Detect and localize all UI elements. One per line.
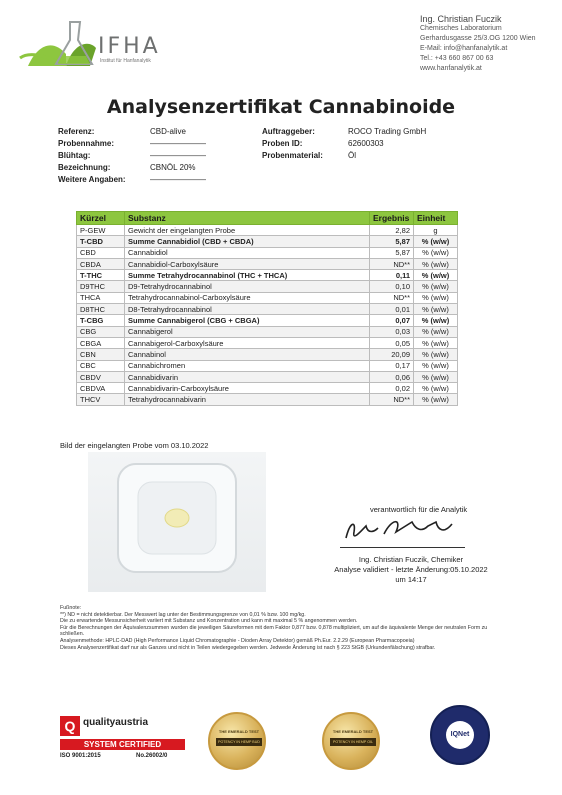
cell-unit: % (w/w) <box>414 337 458 348</box>
cell-result: 5,87 <box>370 247 414 258</box>
signature-line <box>340 547 465 548</box>
cell-code: D8THC <box>77 304 125 315</box>
cell-unit: % (w/w) <box>414 292 458 303</box>
cell-unit: % (w/w) <box>414 304 458 315</box>
cell-result: ND** <box>370 258 414 269</box>
cell-substance: Gewicht der eingelangten Probe <box>125 225 370 236</box>
cell-substance: Tetrahydrocannabivarin <box>125 394 370 405</box>
footnote-line: Fußnote: <box>60 605 82 611</box>
table-row <box>77 225 458 236</box>
cell-result: ND** <box>370 394 414 405</box>
footnotes <box>60 605 510 651</box>
lab-line: www.hanfanalytik.at <box>420 65 482 72</box>
cell-unit: % (w/w) <box>414 281 458 292</box>
signature-icon <box>332 512 472 546</box>
cell-code: CBDA <box>77 258 125 269</box>
cell-result: 0,10 <box>370 281 414 292</box>
table-row <box>77 383 458 394</box>
qa-number: No.26002/0 <box>136 753 168 759</box>
lab-line: E-Mail: info@hanfanalytik.at <box>420 45 508 52</box>
meta-key: Weitere Angaben: <box>58 175 126 184</box>
results-table <box>76 211 458 406</box>
sample-photo <box>88 452 266 592</box>
emerald-test-bud-medal-icon <box>208 712 266 770</box>
sample-image <box>88 452 266 592</box>
table-row <box>77 349 458 360</box>
table-row <box>77 304 458 315</box>
table-row <box>77 337 458 348</box>
cell-code: CBN <box>77 349 125 360</box>
emerald-test-oil-medal-icon <box>322 712 380 770</box>
cell-unit: % (w/w) <box>414 349 458 360</box>
column-header: Einheit <box>414 212 458 225</box>
cell-substance: Summe Tetrahydrocannabinol (THC + THCA) <box>125 270 370 281</box>
table-row <box>77 360 458 371</box>
footnote-line: Analysenmethode: HPLC-DAD (High Performance Liquid Chromatographie - Dioden Array Detektor) gemäß Ph.Eur. 2.2.29 (European Pharmacopoeia) <box>60 637 415 644</box>
footnote-line: Dieses Analysenzertifikat darf nur als Ganzes und nicht in Teilen wiedergegeben werden. Jedwede Änderung ist nach § 223 StGB (Urkundenfälschung) strafbar. <box>60 644 436 651</box>
cell-code: T-CBG <box>77 315 125 326</box>
table-row <box>77 394 458 405</box>
meta-value: 62600303 <box>348 139 384 148</box>
cell-result: 0,02 <box>370 383 414 394</box>
validation-date: Analyse validiert - letzte Änderung:05.10.2022 <box>334 565 488 574</box>
cell-unit: % (w/w) <box>414 247 458 258</box>
meta-value: Öl <box>348 151 356 160</box>
meta-key: Referenz: <box>58 127 95 136</box>
cell-substance: Cannabidivarin <box>125 371 370 382</box>
meta-value: ——————— <box>150 175 206 184</box>
cell-unit: % (w/w) <box>414 315 458 326</box>
cell-code: THCA <box>77 292 125 303</box>
medal-band: POTENCY IN HEMP OIL <box>330 738 376 746</box>
iqnet-certified-badge-icon <box>430 705 490 765</box>
cell-code: CBG <box>77 326 125 337</box>
cell-substance: Cannabichromen <box>125 360 370 371</box>
table-row <box>77 371 458 382</box>
cell-substance: D8-Tetrahydrocannabinol <box>125 304 370 315</box>
cell-unit: % (w/w) <box>414 371 458 382</box>
cell-substance: Tetrahydrocannabinol-Carboxylsäure <box>125 292 370 303</box>
logo-text: IFHA <box>98 34 161 59</box>
medal-band: POTENCY IN HEMP BUD <box>216 738 262 746</box>
signature-label: verantwortlich für die Analytik <box>370 505 468 514</box>
cell-substance: Cannabidivarin-Carboxylsäure <box>125 383 370 394</box>
photo-caption: Bild der eingelangten Probe vom 03.10.2022 <box>60 441 209 450</box>
column-header: Substanz <box>125 212 370 225</box>
meta-key: Auftraggeber: <box>262 127 315 136</box>
cell-unit: % (w/w) <box>414 270 458 281</box>
meta-value: CBD-alive <box>150 127 187 136</box>
meta-key: Proben ID: <box>262 139 303 148</box>
cell-unit: % (w/w) <box>414 326 458 337</box>
cell-unit: % (w/w) <box>414 258 458 269</box>
qa-iso: ISO 9001:2015 <box>60 753 101 759</box>
cell-unit: g <box>414 225 458 236</box>
cell-unit: % (w/w) <box>414 383 458 394</box>
table-row <box>77 270 458 281</box>
meta-key: Probennahme: <box>58 139 115 148</box>
cell-result: 0,11 <box>370 270 414 281</box>
cell-result: 0,07 <box>370 315 414 326</box>
meta-key: Bezeichnung: <box>58 163 111 172</box>
cell-substance: D9-Tetrahydrocannabinol <box>125 281 370 292</box>
cell-code: CBGA <box>77 337 125 348</box>
table-row <box>77 315 458 326</box>
cell-result: 5,87 <box>370 236 414 247</box>
document-title: Analysenzertifikat Cannabinoide <box>106 96 456 118</box>
cell-unit: % (w/w) <box>414 360 458 371</box>
column-header: Ergebnis <box>370 212 414 225</box>
cell-result: 0,05 <box>370 337 414 348</box>
table-row <box>77 258 458 269</box>
cell-code: CBC <box>77 360 125 371</box>
lab-line: Gerhardusgasse 25/3.OG 1200 Wien <box>420 35 536 42</box>
cell-code: CBDVA <box>77 383 125 394</box>
table-row <box>77 236 458 247</box>
qa-cert: SYSTEM CERTIFIED <box>60 739 185 750</box>
cell-substance: Cannabigerol <box>125 326 370 337</box>
lab-line: Chemisches Laboratorium <box>420 25 502 32</box>
table-row <box>77 247 458 258</box>
cell-substance: Cannabidiol <box>125 247 370 258</box>
cell-result: 0,01 <box>370 304 414 315</box>
cell-substance: Cannabidiol-Carboxylsäure <box>125 258 370 269</box>
quality-austria-q-icon: Q <box>60 716 80 736</box>
cell-unit: % (w/w) <box>414 236 458 247</box>
cell-unit: % (w/w) <box>414 394 458 405</box>
cell-code: D9THC <box>77 281 125 292</box>
cell-result: 0,06 <box>370 371 414 382</box>
table-row <box>77 326 458 337</box>
cell-result: 20,09 <box>370 349 414 360</box>
cell-substance: Summe Cannabigerol (CBG + CBGA) <box>125 315 370 326</box>
cell-code: T-CBD <box>77 236 125 247</box>
cell-substance: Cannabinol <box>125 349 370 360</box>
signer-name: Ing. Christian Fuczik, Chemiker <box>358 555 464 564</box>
meta-key: Probenmaterial: <box>262 151 323 160</box>
cell-substance: Cannabigerol-Carboxylsäure <box>125 337 370 348</box>
cell-result: 0,17 <box>370 360 414 371</box>
footnote-line: **) ND = nicht detektierbar. Der Messwert lag unter der Bestimmungsgrenze von 0,01 % bzw. 100 mg/kg. <box>60 611 306 618</box>
column-header: Kürzel <box>77 212 125 225</box>
lab-address-block <box>420 14 536 74</box>
cell-code: P-GEW <box>77 225 125 236</box>
meta-left <box>58 126 258 188</box>
signature-info <box>332 555 490 585</box>
cell-result: 0,03 <box>370 326 414 337</box>
logo-subtitle: Institut für Hanfanalytik <box>100 58 151 64</box>
medal-title: THE EMERALD TEST <box>218 729 260 734</box>
cell-code: T-THC <box>77 270 125 281</box>
footnote-line: Die zu erwartende Messunsicherheit variiert mit Substanz und Konzentration und kann mit maximal 5 % angenommen werden. <box>60 618 358 625</box>
table-row <box>77 281 458 292</box>
lab-line: Tel.: +43 660 867 00 63 <box>420 55 494 62</box>
lab-name: Ing. Christian Fuczik <box>420 14 502 24</box>
cell-code: CBD <box>77 247 125 258</box>
meta-right <box>262 126 482 164</box>
meta-value: ——————— <box>150 139 206 148</box>
table-header-row <box>77 212 458 225</box>
validation-time: um 14:17 <box>395 575 427 584</box>
footnote-line: Für die Berechnungen der Äquivalenzsummen wurden die jeweiligen Säureformen mit dem Faktor 0,877 bzw. 0,878 multipliziert, um auf die äquivalente Menge der neutralen Form zu schließen. <box>60 624 488 638</box>
iqnet-label: IQNet <box>446 721 474 749</box>
cell-substance: Summe Cannabidiol (CBD + CBDA) <box>125 236 370 247</box>
meta-key: Blühtag: <box>58 151 91 160</box>
meta-value: ROCO Trading GmbH <box>348 127 427 136</box>
meta-value: ——————— <box>150 151 206 160</box>
cell-result: 2,82 <box>370 225 414 236</box>
medal-title: THE EMERALD TEST <box>332 729 374 734</box>
cell-code: THCV <box>77 394 125 405</box>
qa-name: qualityaustria <box>83 717 149 728</box>
meta-value: CBNÖL 20% <box>150 163 196 172</box>
table-row <box>77 292 458 303</box>
cell-result: ND** <box>370 292 414 303</box>
cell-code: CBDV <box>77 371 125 382</box>
